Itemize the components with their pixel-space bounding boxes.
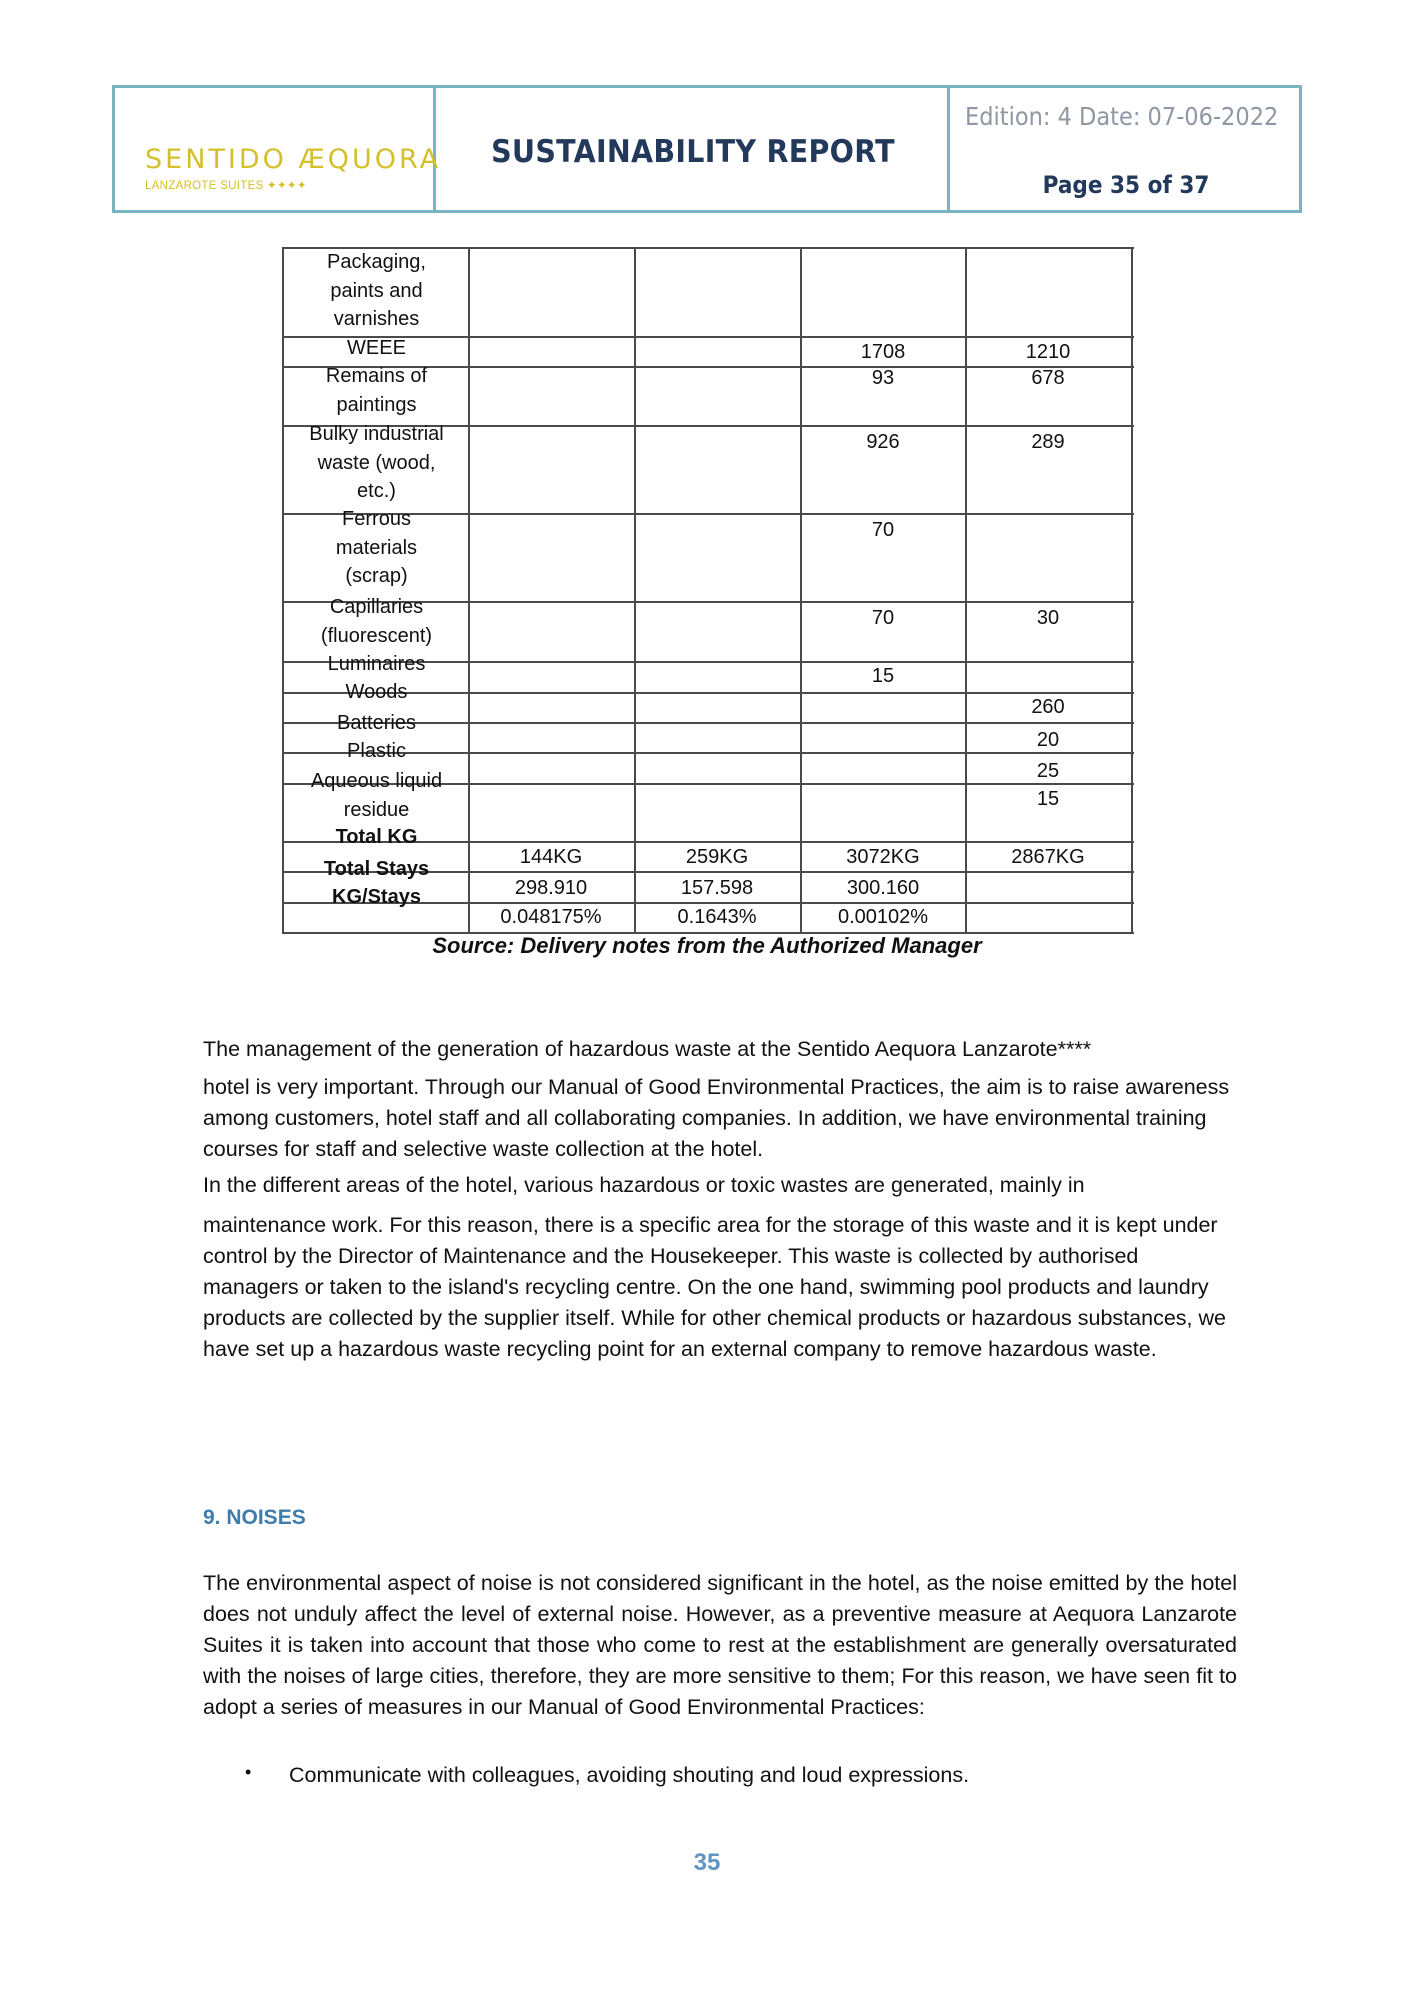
- row-label-plastic: [284, 737, 469, 766]
- row-label-total-stays: [284, 855, 469, 884]
- label-line: Plastic: [347, 740, 406, 762]
- label-line: KG/Stays: [332, 886, 421, 908]
- label-line: paints and: [330, 279, 423, 302]
- label-line: Aqueous liquid: [310, 770, 443, 792]
- document-title: SUSTAINABILITY REPORT: [491, 134, 895, 170]
- label-line: Woods: [345, 681, 408, 703]
- label-line: WEEE: [347, 337, 406, 359]
- paragraph: maintenance work. For this reason, there is a specific area for the storage of this waste and it is kept under control by the Director of Maintenance and the Housekeeper. This waste is collected by authorised managers or taken to the island's recycling centre. On the one hand, swimming pool products and laundry products are collected by the supplier itself. While for other chemical products or hazardous substances, we have set up a hazardous waste recycling point for an external company to remove hazardous waste.: [203, 1213, 1226, 1361]
- bullet-item: Communicate with colleagues, avoiding shouting and loud expressions.: [289, 1763, 970, 1787]
- table-cell: 70: [871, 519, 895, 541]
- label-line: paintings: [336, 393, 417, 416]
- table-cell: 30: [1036, 607, 1060, 629]
- table-cell: 298.910: [514, 877, 588, 899]
- label-line: materials: [335, 536, 418, 559]
- label-line: Total Stays: [323, 858, 430, 880]
- row-label-aqueous: [284, 767, 469, 824]
- row-label-weee: [284, 334, 469, 363]
- bullet-icon: •: [245, 1762, 252, 1782]
- header-divider: [947, 88, 950, 210]
- label-line: Ferrous: [342, 508, 411, 530]
- table-cell: 93: [871, 367, 895, 389]
- label-line: varnishes: [333, 308, 420, 330]
- table-cell: 1210: [1025, 341, 1071, 363]
- label-line: Total KG: [335, 826, 418, 848]
- label-line: waste (wood,: [317, 451, 436, 474]
- table-cell: 1708: [860, 341, 906, 363]
- label-line: Capillaries: [329, 596, 424, 618]
- table-cell: 260: [1031, 696, 1065, 718]
- label-line: (scrap): [345, 565, 408, 587]
- table-rule: [634, 247, 636, 934]
- table-cell: 15: [871, 665, 895, 687]
- table-cell: 0.00102%: [837, 906, 929, 928]
- section-heading: 9. NOISES: [203, 1506, 306, 1529]
- table-cell: 300.160: [846, 877, 920, 899]
- row-label-total-kg: [284, 823, 469, 852]
- logo-wordmark: SENTIDO ÆQUORA: [145, 144, 442, 175]
- label-line: Remains of: [325, 365, 428, 387]
- table-cell: 157.598: [680, 877, 754, 899]
- row-label-remains: [284, 362, 469, 419]
- report-header: [112, 85, 1302, 213]
- page-number: 35: [693, 1849, 721, 1876]
- table-cell: 926: [866, 431, 900, 453]
- label-line: etc.): [357, 480, 396, 502]
- row-label-luminaires: [284, 650, 469, 679]
- table-cell: 259KG: [685, 846, 749, 868]
- table-cell: 0.048175%: [500, 906, 602, 928]
- table-cell: 25: [1036, 760, 1060, 782]
- table-cell: 144KG: [519, 846, 583, 868]
- table-source-caption: Source: Delivery notes from the Authorized Manager: [432, 933, 982, 958]
- label-line: Batteries: [337, 712, 416, 734]
- paragraph: hotel is very important. Through our Manual of Good Environmental Practices, the aim is to raise awareness among customers, hotel staff and all collaborating companies. In addition, we have environmental training courses for staff and selective waste collection at the hotel.: [203, 1075, 1230, 1161]
- table-cell: 0.1643%: [677, 906, 757, 928]
- table-cell: 3072KG: [846, 846, 920, 868]
- paragraph-line: In the different areas of the hotel, various hazardous or toxic wastes are generated, mainly in: [203, 1173, 1085, 1197]
- table-cell: 2867KG: [1011, 846, 1085, 868]
- label-line: Packaging,: [327, 251, 426, 273]
- table-cell: 15: [1036, 788, 1060, 810]
- row-label-bulky: [284, 420, 469, 506]
- row-label-capillaries: [284, 593, 469, 650]
- paragraph-line: The management of the generation of hazardous waste at the Sentido Aequora Lanzarote****: [203, 1037, 1092, 1061]
- table-cell: 70: [871, 607, 895, 629]
- table-cell: 678: [1031, 367, 1065, 389]
- label-line: Bulky industrial: [309, 423, 444, 445]
- label-line: Luminaires: [327, 653, 426, 675]
- label-line: (fluorescent): [320, 624, 433, 647]
- row-label-ferrous: [284, 505, 469, 591]
- row-label-batteries: [284, 709, 469, 738]
- row-label-woods: [284, 678, 469, 707]
- label-line: residue: [343, 798, 410, 821]
- row-label-kg-stays: [284, 883, 469, 912]
- logo-subtitle: LANZAROTE SUITES ✦✦✦✦: [145, 180, 307, 192]
- edition-date: Edition: 4 Date: 07-06-2022: [965, 102, 1279, 131]
- table-rule: [1131, 247, 1133, 934]
- table-cell: 289: [1031, 431, 1065, 453]
- row-label-packaging: [284, 248, 469, 334]
- section-paragraph: The environmental aspect of noise is not considered significant in the hotel, as the noise emitted by the hotel does not unduly affect the level of external noise. However, as a preventive measure at Aequora Lanzarote Suites it is taken into account that those who come to rest at the establishment are generally oversaturated with the noises of large cities, therefore, they are more sensitive to them; For this reason, we have seen fit to adopt a series of measures in our Manual of Good Environmental Practices:: [203, 1571, 1237, 1719]
- page-indicator: Page 35 of 37: [1042, 171, 1210, 199]
- table-cell: 20: [1036, 729, 1060, 751]
